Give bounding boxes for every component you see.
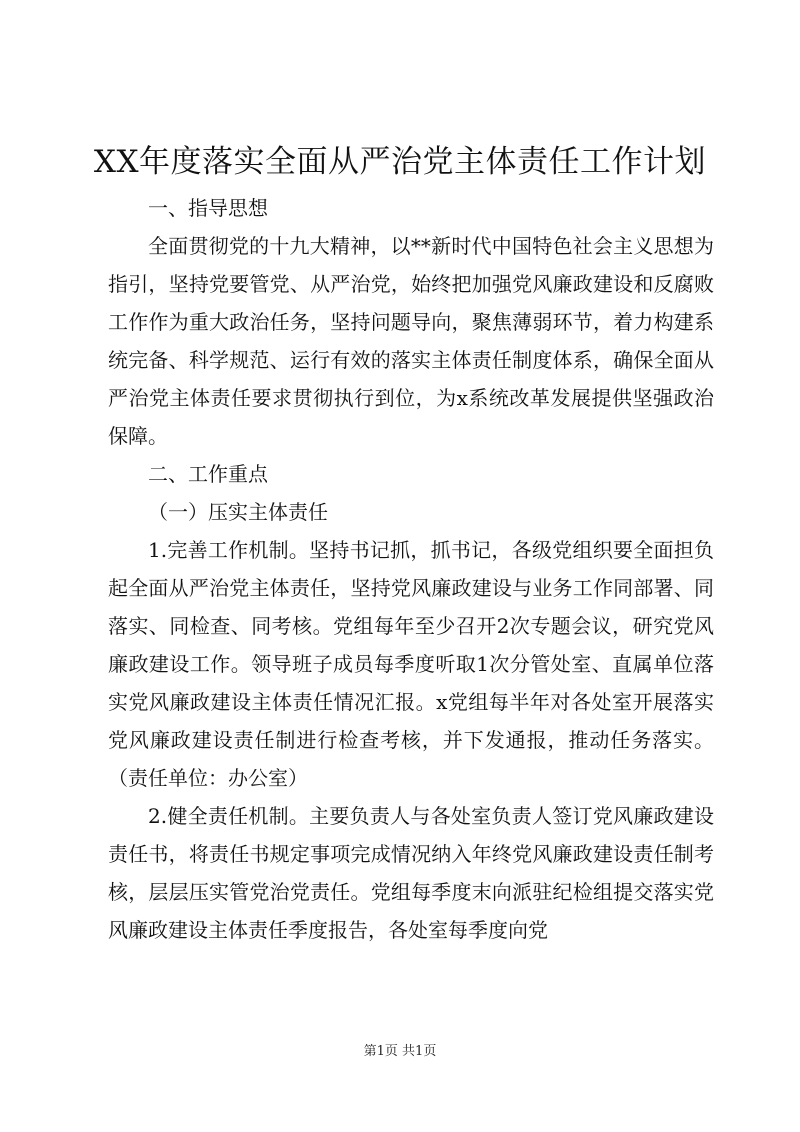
item1-paragraph: 1.完善工作机制。坚持书记抓，抓书记，各级党组织要全面担负起全面从严治党主体责任，坚持党风廉政建设与业务工作同部署、同落实、同检查、同考核。党组每年至少召开2次专题会议，研究党风廉政建设工作。领导班子成员每季度听取1次分管处室、直属单位落实党风廉政建设主体责任情况汇报。x党组每半年对各处室开展落实党风廉政建设责任制进行检查考核，并下发通报，推动任务落实。（责任单位：办公室） xyxy=(108,538,714,790)
section2-heading: 二、工作重点 xyxy=(148,462,268,486)
item2-paragraph: 2.健全责任机制。主要负责人与各处室负责人签订党风廉政建设责任书，将责任书规定事项完成情况纳入年终党风廉政建设责任制考核，层层压实管党治党责任。党组每季度末向派驻纪检组提交落实党风廉政建设主体责任季度报告，各处室每季度向党 xyxy=(108,804,714,942)
section1-heading: 一、指导思想 xyxy=(148,196,268,220)
subsection1-heading: （一）压实主体责任 xyxy=(148,500,328,524)
section1-paragraph: 全面贯彻党的十九大精神，以**新时代中国特色社会主义思想为指引，坚持党要管党、从严治党，始终把加强党风廉政建设和反腐败工作作为重大政治任务，坚持问题导向，聚焦薄弱环节，着力构建系统完备、科学规范、运行有效的落实主体责任制度体系，确保全面从严治党主体责任要求贯彻执行到位，为x系统改革发展提供坚强政治保障。 xyxy=(108,234,714,448)
document-title: XX年度落实全面从严治党主体责任工作计划 xyxy=(93,144,707,180)
page-footer: 第1页 共1页 xyxy=(363,1044,437,1059)
document-body xyxy=(108,189,714,949)
